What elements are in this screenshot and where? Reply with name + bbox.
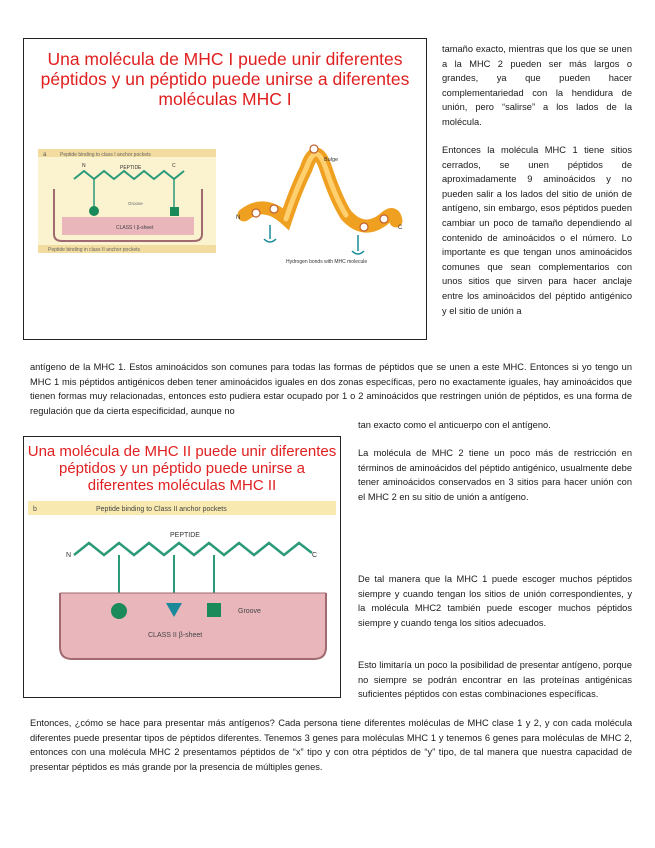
peptide-backbone-ribbon	[244, 154, 396, 226]
bulged-peptide-figure	[236, 145, 403, 265]
anchor-pocket-circle	[89, 206, 99, 216]
groove-label: Groove	[128, 201, 143, 206]
groove-label: Groove	[238, 608, 261, 615]
groove-body	[60, 593, 326, 659]
paragraph-2: Entonces la molécula MHC 1 tiene sitios cerrados, se unen péptidos de aproximadamente 9 aminoácidos y no pueden salir a los lados del sitio de unión de antígeno, sin embargo, esos péptidos pueden cambiar un poco de tamaño dependiendo al contenido de aminoácidos o el número. Lo importante es que tengan unos aminoácidos comunes que sean complementarios con unos sitios que sirven para hacer anclaje entre los aminoácidos del péptido antigénico y el sitio de unión a	[442, 145, 632, 316]
anchor-pocket-square	[207, 603, 221, 617]
anchor-pocket-circle	[111, 603, 127, 619]
c-terminus-label: C	[312, 552, 318, 559]
beta-sheet-label: CLASS II β-sheet	[148, 632, 203, 639]
paragraph-3-end: tan exacto como el anticuerpo con el antígeno.	[358, 420, 551, 430]
panel-caption-bottom: Peptide binding in class II anchor pockets	[48, 247, 140, 253]
slide-2-title: Una molécula de MHC II puede unir diferentes péptidos y un péptido puede unirse a diferentes moléculas MHC II	[27, 443, 337, 494]
class-1-diagram	[24, 39, 426, 339]
bulge-c-label: C	[398, 225, 403, 231]
slide-1-title: Una molécula de MHC I puede unir diferentes péptidos y un péptido puede unirse a diferentes moléculas MHC I	[40, 49, 410, 109]
panel-letter: b	[33, 506, 37, 513]
anchor-icon-left	[264, 239, 276, 242]
peptide-label: PEPTIDE	[120, 165, 142, 171]
c-terminus-label: C	[172, 163, 176, 169]
bulge-n-label: N	[236, 215, 241, 221]
beta-sheet-label: CLASS I β-sheet	[116, 225, 154, 231]
paragraph-7: Entonces, ¿cómo se hace para presentar más antígenos? Cada persona tiene diferentes moléculas de MHC clase 1 y 2, y con cada molécula diferentes puede presentar tipos de péptidos diferentes. Tenemos 3 genes para moléculas MHC 1 y tenemos 6 genes para moléculas de MHC 2, entonces con una molécula MHC 2 presentamos péptidos de “x” tipo y con otra péptidos de “y” tipo, de tal manera que nuestra capacidad de presentar péptidos es más grande por la presencia de múltiples genes.	[30, 718, 632, 772]
paragraph-6: Esto limitaría un poco la posibilidad de presentar antígeno, porque no siempre se podrán encontrar en las proteínas antigénicas suficientes péptidos con estas combinaciones específicas.	[358, 660, 632, 700]
panel-letter: a	[43, 152, 47, 158]
paragraph-5: De tal manera que la MHC 1 puede escoger muchos péptidos siempre y cuando tengan los sitios de unión correspondientes, y la molécula MHC2 también puede escoger muchos péptidos siempre y cuando tenga los sitios adecuados.	[358, 574, 632, 628]
panel-caption: Peptide binding to Class II anchor pockets	[96, 506, 227, 513]
hbond-label: Hydrogen bonds with MHC molecule	[286, 259, 368, 265]
bulge-label: Bulge	[324, 157, 339, 163]
paragraph-1: tamaño exacto, mientras que los que se unen a la MHC 2 pueden ser más largos o grandes, ya que pueden hacer complementariedad con la hendidura de unión, pero “salirse” a los lados de la molécula.	[442, 44, 632, 127]
slide-mhc-class-2	[23, 436, 341, 698]
anchor-icon-right	[352, 251, 364, 254]
anchor-pocket-square	[170, 207, 179, 216]
paragraph-3: antígeno de la MHC 1. Estos aminoácidos son comunes para todas las formas de péptidos que se unen a este MHC. Entonces si yo tengo un MHC 1 mis péptidos antigénicos deben tener aminoácidos iguales en dos zonas específicas, pero no exactamente iguales, hay aminoácidos que tienen formas muy relacionadas, entonces esto pudiera estar ocupado por 1 o 2 aminoácidos que restringen unión de péptidos, es una forma de regulación que da cierta especificidad, aunque no	[30, 362, 632, 416]
slide-mhc-class-1	[23, 38, 427, 340]
class-2-diagram	[24, 437, 340, 697]
paragraph-4: La molécula de MHC 2 tiene un poco más de restricción en términos de aminoácidos del péptido antigénico, usualmente debe tener aminoácidos conservados en 3 sitios para hacer unión con el MHC 2 en su sitio de unión a antígeno.	[358, 448, 632, 502]
peptide-chain	[74, 543, 312, 555]
peptide-label: PEPTIDE	[170, 532, 200, 539]
n-terminus-label: N	[82, 163, 86, 169]
n-terminus-label: N	[66, 552, 72, 559]
panel-caption-top: Peptide binding to class I anchor pockets	[60, 152, 151, 158]
